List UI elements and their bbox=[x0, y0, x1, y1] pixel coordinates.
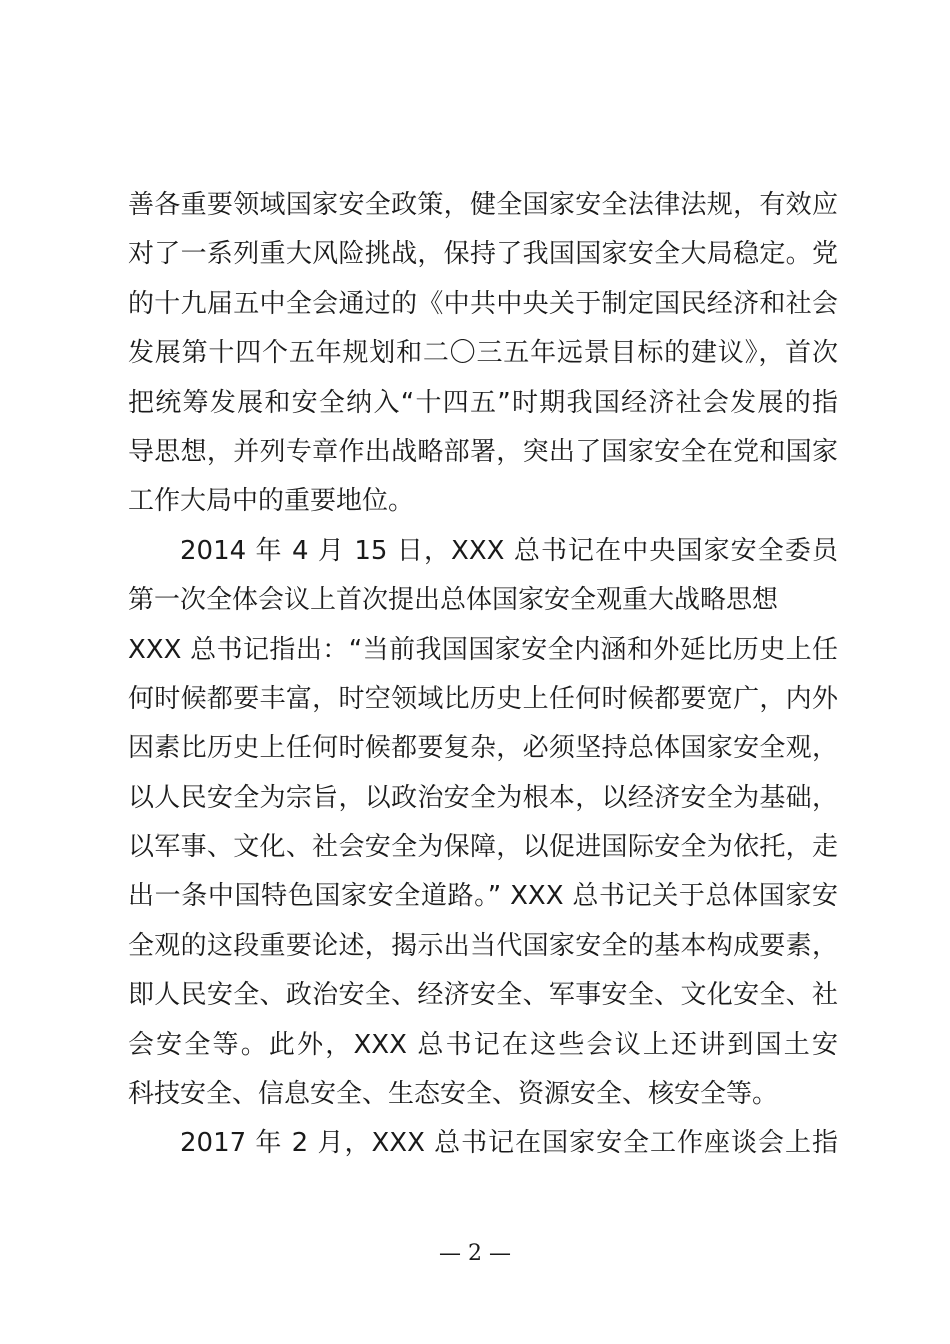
paragraph bbox=[128, 527, 838, 1120]
text-line: 发展第十四个五年规划和二〇三五年远景目标的建议》，首次 bbox=[128, 338, 838, 369]
text-line: 以军事、文化、社会安全为保障，以促进国际安全为依托，走 bbox=[128, 832, 838, 863]
text-line: 工作大局中的重要地位。 bbox=[128, 486, 415, 517]
page-number: — 2 — bbox=[439, 1241, 511, 1266]
text-line: 会安全等。此外，XXX 总书记在这些会议上还讲到国土安 bbox=[128, 1029, 838, 1060]
text-line: 因素比历史上任何时候都要复杂，必须坚持总体国家安全观， bbox=[128, 733, 838, 764]
text-line: 出一条中国特色国家安全道路。” XXX 总书记关于总体国家安 bbox=[128, 881, 838, 912]
text-line: 对了一系列重大风险挑战，保持了我国国家安全大局稳定。党 bbox=[128, 239, 838, 270]
text-line: 何时候都要丰富，时空领域比历史上任何时候都要宽广，内外 bbox=[128, 683, 838, 714]
text-line: 以人民安全为宗旨，以政治安全为根本，以经济安全为基础， bbox=[128, 782, 838, 813]
text-line: XXX 总书记指出：“当前我国国家安全内涵和外延比历史上任 bbox=[128, 634, 838, 665]
text-line: 2017 年 2 月，XXX 总书记在国家安全工作座谈会上指 bbox=[180, 1128, 838, 1159]
text-line: 即人民安全、政治安全、经济安全、军事安全、文化安全、社 bbox=[128, 980, 838, 1011]
text-line: 全观的这段重要论述，揭示出当代国家安全的基本构成要素， bbox=[128, 930, 838, 961]
text-line: 第一次全体会议上首次提出总体国家安全观重大战略思想 bbox=[128, 585, 779, 616]
text-line: 把统筹发展和安全纳入“十四五”时期我国经济社会发展的指 bbox=[128, 387, 838, 418]
paragraph bbox=[128, 1119, 838, 1168]
text-line: 善各重要领域国家安全政策，健全国家安全法律法规，有效应 bbox=[128, 190, 838, 220]
text-line: 导思想，并列专章作出战略部署，突出了国家安全在党和国家 bbox=[128, 436, 838, 467]
paragraph bbox=[128, 181, 838, 527]
text-line: 2014 年 4 月 15 日，XXX 总书记在中央国家安全委员 bbox=[180, 535, 838, 566]
body-text bbox=[128, 181, 838, 1169]
text-line: 科技安全、信息安全、生态安全、资源安全、核安全等。 bbox=[128, 1079, 779, 1110]
text-line: 的十九届五中全会通过的《中共中央关于制定国民经济和社会 bbox=[128, 288, 838, 319]
